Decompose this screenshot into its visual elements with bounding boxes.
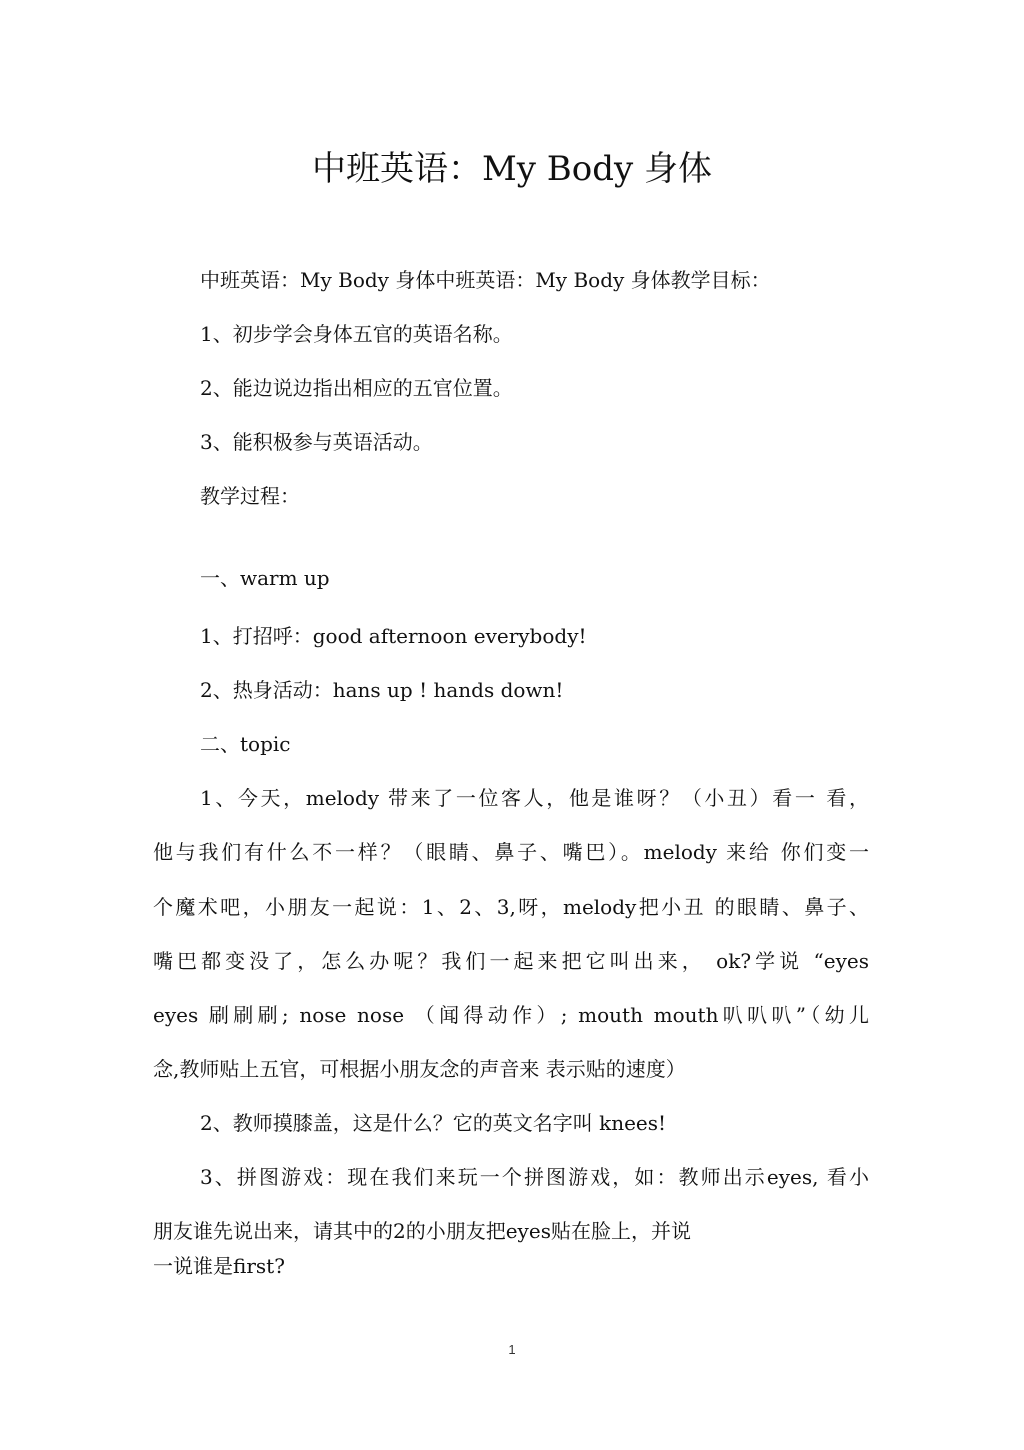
topic-paragraph-line: 个魔术吧，小朋友一起说：1、2、3,呀，melody把小丑 的眼睛、鼻子、 (153, 895, 869, 919)
puzzle-paragraph-line: 朋友谁先说出来，请其中的2的小朋友把eyes贴在脸上，并说 (153, 1219, 691, 1243)
topic-paragraph-line: 1、今天，melody 带来了一位客人，他是谁呀？（小丑）看一 看， (200, 786, 869, 810)
puzzle-paragraph-line: 3、拼图游戏：现在我们来玩一个拼图游戏，如：教师出示eyes, 看小 (200, 1165, 869, 1189)
process-heading: 教学过程： (200, 484, 300, 508)
page-number: 1 (508, 1342, 516, 1357)
puzzle-paragraph-line: 一说谁是first? (153, 1254, 285, 1278)
intro-line: 中班英语：My Body 身体中班英语：My Body 身体教学目标： (200, 268, 771, 292)
topic-paragraph-line: 嘴巴都变没了，怎么办呢？我们一起来把它叫出来， ok?学说 “eyes (153, 949, 869, 973)
goal-item: 3、能积极参与英语活动。 (200, 430, 433, 454)
warmup-item: 2、热身活动：hans up ! hands down! (200, 678, 564, 702)
goal-item: 1、初步学会身体五官的英语名称。 (200, 322, 513, 346)
topic-paragraph-knees: 2、教师摸膝盖，这是什么？它的英文名字叫 knees! (200, 1111, 667, 1135)
section-heading-topic: 二、topic (200, 732, 291, 756)
goal-item: 2、能边说边指出相应的五官位置。 (200, 376, 513, 400)
topic-paragraph-line: 他与我们有什么不一样？（眼睛、鼻子、嘴巴）。melody 来给 你们变一 (153, 840, 869, 864)
section-heading-warmup: 一、warm up (200, 566, 330, 590)
topic-paragraph-line: eyes 刷刷刷; nose nose （闻得动作）; mouth mouth叭叭叭”（幼儿 (153, 1003, 869, 1027)
topic-paragraph-line: 念,教师贴上五官，可根据小朋友念的声音来 表示贴的速度） (153, 1057, 686, 1081)
document-title: 中班英语：My Body 身体 (311, 149, 713, 189)
warmup-item: 1、打招呼：good afternoon everybody! (200, 624, 587, 648)
